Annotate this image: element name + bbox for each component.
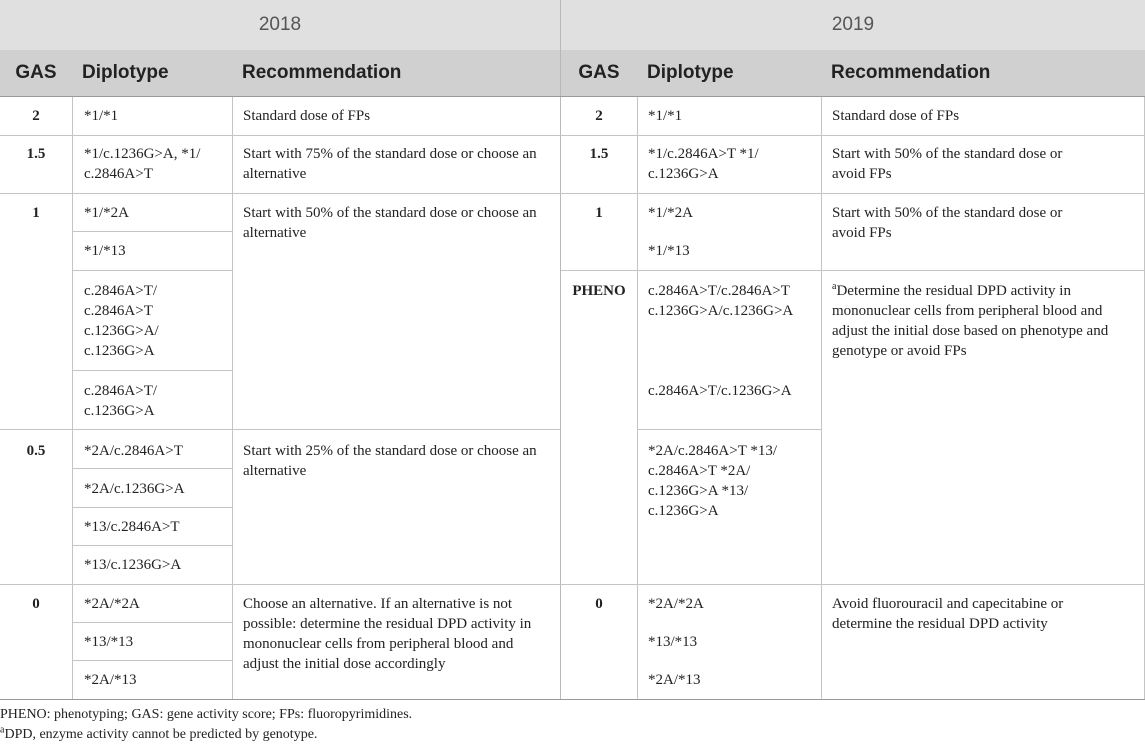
grid-line xyxy=(72,660,232,661)
diplotype: *13/c.2846A>T xyxy=(84,519,180,535)
bottom-rule xyxy=(0,699,1145,700)
grid-line xyxy=(561,270,1145,271)
diplotype: c.1236G>A xyxy=(84,403,155,419)
gas-value: 2 xyxy=(595,108,603,124)
diplotype: c.2846A>T xyxy=(84,303,153,319)
gas-value: 0.5 xyxy=(26,443,46,459)
diplotype: c.2846A>T xyxy=(84,166,153,182)
diplotype: *2A/c.1236G>A xyxy=(84,481,185,497)
gas-value: 1 xyxy=(32,205,40,221)
recommendation: adjust the initial dose based on phenotype and xyxy=(832,323,1109,339)
diplotype: *1/*13 xyxy=(648,243,690,259)
diplotype: c.1236G>A xyxy=(84,343,155,359)
grid-line xyxy=(0,429,560,430)
diplotype: *2A/c.2846A>T *13/ xyxy=(648,443,778,459)
grid-line xyxy=(72,96,73,700)
recommendation: Avoid fluorouracil and capecitabine or xyxy=(832,596,1064,612)
grid-line xyxy=(232,96,233,700)
grid-line xyxy=(72,270,232,271)
col-header-gas-2018: GAS xyxy=(0,50,72,96)
col-header-diplotype-2019: Diplotype xyxy=(637,50,821,96)
diplotype: c.1236G>A *13/ xyxy=(648,483,749,499)
diplotype: *13/*13 xyxy=(84,634,134,650)
gas-value: 1 xyxy=(595,205,603,221)
recommendation: adjust the initial dose accordingly xyxy=(243,656,446,672)
col-header-recommendation-2019: Recommendation xyxy=(821,50,1145,96)
footnote-marker: a xyxy=(832,281,837,292)
recommendation: possible: determine the residual DPD activity in xyxy=(243,616,532,632)
year-2019-header: 2019 xyxy=(561,0,1145,50)
gas-value: PHENO xyxy=(572,283,626,299)
diplotype: *1/*2A xyxy=(648,205,693,221)
diplotype: *1/*1 xyxy=(648,108,683,124)
recommendation: mononuclear cells from peripheral blood and xyxy=(243,636,514,652)
footnote-marker: a xyxy=(0,724,5,736)
footnote-a: $^a$DPD, enzyme activity cannot be predicted by genotype. xyxy=(0,724,318,742)
year-2018-header: 2018 xyxy=(0,0,560,50)
grid-line xyxy=(72,507,232,508)
grid-line xyxy=(821,96,822,700)
diplotype: c.1236G>A/c.1236G>A xyxy=(648,303,794,319)
recommendation: Start with 50% of the standard dose or xyxy=(832,146,1063,162)
header-rule xyxy=(0,96,1145,97)
diplotype: c.2846A>T/ xyxy=(84,283,158,299)
diplotype: c.1236G>A xyxy=(648,503,719,519)
grid-line xyxy=(637,96,638,700)
grid-line xyxy=(72,370,232,371)
diplotype: *1/*13 xyxy=(84,243,126,259)
grid-line xyxy=(0,135,1145,136)
diplotype: c.2846A>T/c.1236G>A xyxy=(648,383,792,399)
recommendation: genotype or avoid FPs xyxy=(832,343,967,359)
gas-value: 1.5 xyxy=(589,146,609,162)
recommendation: avoid FPs xyxy=(832,166,892,182)
recommendation: Start with 75% of the standard dose or choose an xyxy=(243,146,537,162)
recommendation: Start with 50% of the standard dose or xyxy=(832,205,1063,221)
diplotype: *2A/*13 xyxy=(648,672,701,688)
diplotype: *13/*13 xyxy=(648,634,698,650)
diplotype: *13/c.1236G>A xyxy=(84,557,182,573)
gas-value: 0 xyxy=(595,596,603,612)
gas-value: 1.5 xyxy=(26,146,46,162)
diplotype: *2A/*2A xyxy=(648,596,704,612)
grid-line xyxy=(72,231,232,232)
gas-value: 2 xyxy=(32,108,40,124)
diplotype: *1/*2A xyxy=(84,205,129,221)
diplotype: c.2846A>T/ xyxy=(84,383,158,399)
grid-line xyxy=(0,193,1145,194)
diplotype: *1/c.2846A>T *1/ xyxy=(648,146,759,162)
grid-line xyxy=(72,622,232,623)
gas-value: 0 xyxy=(32,596,40,612)
recommendation: alternative xyxy=(243,463,307,479)
grid-line xyxy=(72,468,232,469)
recommendation: Choose an alternative. If an alternative is not xyxy=(243,596,513,612)
col-header-gas-2019: GAS xyxy=(561,50,637,96)
grid-line xyxy=(72,545,232,546)
recommendation: Standard dose of FPs xyxy=(832,108,960,124)
grid-line xyxy=(0,584,1145,585)
diplotype: *2A/*2A xyxy=(84,596,140,612)
footnote-abbreviations: PHENO: phenotyping; GAS: gene activity score; FPs: fluoropyrimidines. xyxy=(0,707,413,722)
recommendation: Start with 25% of the standard dose or choose an xyxy=(243,443,537,459)
recommendation: alternative xyxy=(243,225,307,241)
recommendation: $^a$Determine the residual DPD activity in xyxy=(832,281,1071,299)
recommendation: mononuclear cells from peripheral blood and xyxy=(832,303,1103,319)
recommendation: alternative xyxy=(243,166,307,182)
diplotype: c.1236G>A xyxy=(648,166,719,182)
recommendation: Start with 50% of the standard dose or choose an xyxy=(243,205,537,221)
grid-line xyxy=(637,429,821,430)
diplotype: *1/*1 xyxy=(84,108,119,124)
recommendation: Standard dose of FPs xyxy=(243,108,371,124)
diplotype: *2A/*13 xyxy=(84,672,137,688)
diplotype: *1/c.1236G>A, *1/ xyxy=(84,146,201,162)
recommendation: determine the residual DPD activity xyxy=(832,616,1048,632)
diplotype: *2A/c.2846A>T xyxy=(84,443,183,459)
diplotype: c.1236G>A/ xyxy=(84,323,159,339)
col-header-recommendation-2018: Recommendation xyxy=(232,50,560,96)
diplotype: c.2846A>T/c.2846A>T xyxy=(648,283,790,299)
col-header-diplotype-2018: Diplotype xyxy=(72,50,232,96)
diplotype: c.2846A>T *2A/ xyxy=(648,463,751,479)
recommendation: avoid FPs xyxy=(832,225,892,241)
